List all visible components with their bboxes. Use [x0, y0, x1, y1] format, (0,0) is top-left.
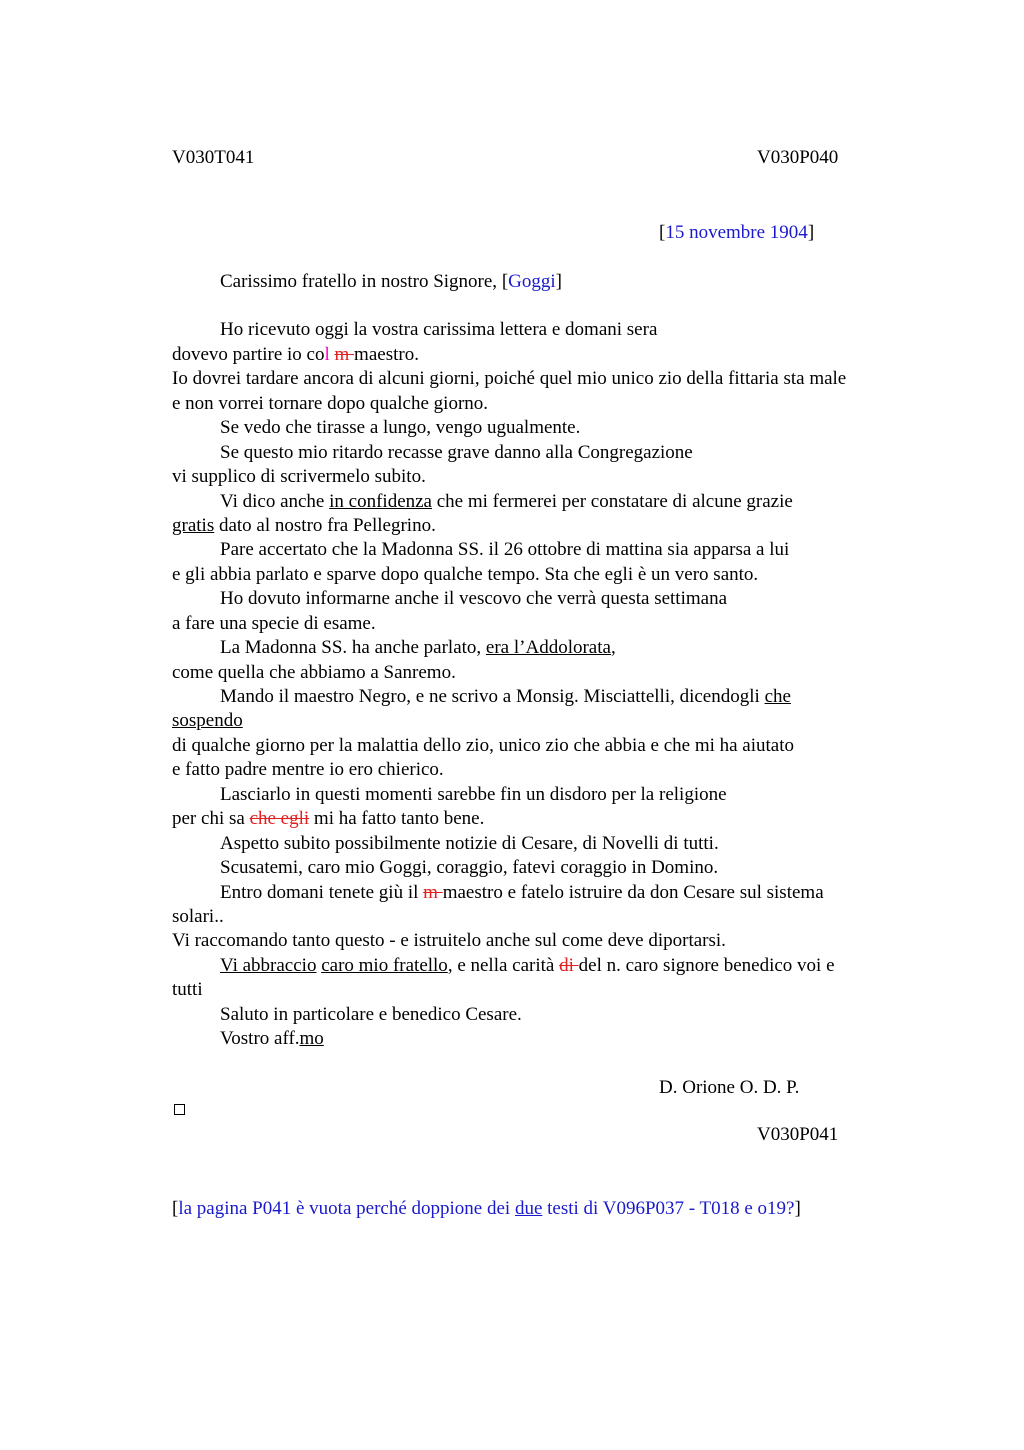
body-line: Ho dovuto informarne anche il vescovo che verrà questa settimana [220, 588, 728, 609]
struck-text: m [334, 344, 355, 365]
body-line: e gli abbia parlato e sparve dopo qualche tempo. Sta che egli è un vero santo. [172, 564, 759, 585]
body-line: gratis dato al nostro fra Pellegrino. [172, 515, 436, 536]
body-line: Lasciarlo in questi momenti sarebbe fin un disdoro per la religione [220, 784, 727, 805]
page-code-footer: V030P041 [757, 1124, 839, 1145]
body-line: Scusatemi, caro mio Goggi, coraggio, fatevi coraggio in Domino. [220, 857, 719, 878]
body-line: Pare accertato che la Madonna SS. il 26 ottobre di mattina sia apparsa a lui [220, 539, 790, 560]
body-line: e non vorrei tornare dopo qualche giorno. [172, 393, 489, 414]
body-line: come quella che abbiamo a Sanremo. [172, 662, 456, 683]
document-code-left: V030T041 [172, 147, 255, 168]
body-line: e fatto padre mentre io ero chierico. [172, 759, 444, 780]
editorial-note: [la pagina P041 è vuota perché doppione dei due testi di V096P037 - T018 e o19?] [172, 1198, 801, 1219]
underlined-text: che [764, 686, 791, 707]
body-line: Io dovrei tardare ancora di alcuni giorni, poiché quel mio unico zio della fittaria sta male [172, 368, 847, 389]
checkbox-symbol-icon [174, 1104, 185, 1115]
body-line: Se vedo che tirasse a lungo, vengo ugualmente. [220, 417, 581, 438]
body-line: a fare una specie di esame. [172, 613, 376, 634]
body-line: La Madonna SS. ha anche parlato, era l’Addolorata, [220, 637, 616, 658]
underlined-text: era l’Addolorata [485, 637, 611, 658]
signature: D. Orione O. D. P. [659, 1077, 800, 1098]
struck-text: che egli [249, 808, 310, 829]
body-line [172, 709, 243, 733]
recipient-name: Goggi [508, 271, 556, 292]
body-line: vi supplico di scrivermelo subito. [172, 466, 426, 487]
body-line: solari.. [172, 906, 224, 927]
struck-text: di [559, 955, 579, 976]
underlined-text: in confidenza [329, 491, 432, 512]
body-line: Entro domani tenete giù il m maestro e fatelo istruire da don Cesare sul sistema [220, 882, 824, 903]
body-line: per chi sa che egli mi ha fatto tanto bene. [172, 808, 485, 829]
closing: Vostro aff.mo [220, 1028, 324, 1049]
body-line: Se questo mio ritardo recasse grave danno alla Congregazione [220, 442, 693, 463]
body-line: tutti [172, 979, 203, 1000]
inserted-letter: l [324, 344, 330, 365]
letter-date: [15 novembre 1904] [659, 222, 815, 243]
underlined-text: caro mio fratello [321, 955, 448, 976]
struck-text: m [423, 882, 443, 903]
body-line: Vi raccomando tanto questo - e istruitelo anche sul come deve diportarsi. [172, 930, 726, 951]
body-line: Ho ricevuto oggi la vostra carissima lettera e domani sera [220, 319, 658, 340]
underlined-text: Vi abbraccio [220, 955, 317, 976]
page-code-right: V030P040 [757, 147, 839, 168]
body-line: Mando il maestro Negro, e ne scrivo a Monsig. Misciattelli, dicendogli che [220, 686, 791, 707]
body-line: Saluto in particolare e benedico Cesare. [220, 1004, 522, 1025]
body-line: dovevo partire io col m maestro. [172, 344, 419, 365]
body-line: Aspetto subito possibilmente notizie di Cesare, di Novelli di tutti. [220, 833, 719, 854]
underlined-text: gratis [172, 515, 215, 536]
body-line: Vi abbraccio caro mio fratello, e nella carità di del n. caro signore benedico voi e [220, 955, 835, 976]
underlined-text: sospendo [172, 710, 243, 731]
body-line: Vi dico anche in confidenza che mi fermerei per constatare di alcune grazie [220, 491, 793, 512]
body-line: di qualche giorno per la malattia dello zio, unico zio che abbia e che mi ha aiutato [172, 735, 795, 756]
underlined-text: due [514, 1198, 543, 1219]
underlined-text: mo [299, 1028, 324, 1049]
salutation: Carissimo fratello in nostro Signore, [Goggi] [220, 271, 562, 292]
